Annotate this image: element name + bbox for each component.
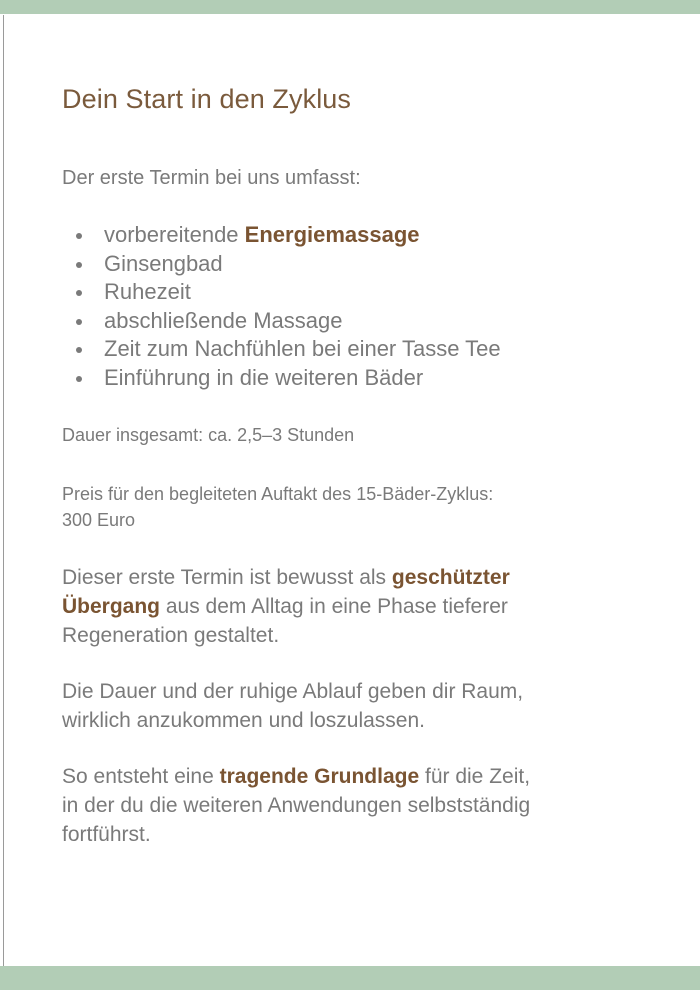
list-item	[74, 335, 501, 364]
list-item	[74, 250, 501, 279]
paragraph-text: Dieser erste Termin ist bewusst als	[62, 566, 392, 589]
bottom-band	[0, 966, 700, 990]
paragraph-arrival	[62, 677, 523, 735]
duration-text: Dauer insgesamt: ca. 2,5–3 Stunden	[62, 425, 355, 445]
highlight-text: tragende Grundlage	[219, 765, 420, 788]
list-item	[74, 307, 501, 336]
highlight-text: Übergang	[62, 595, 161, 618]
bullet-icon	[76, 347, 82, 353]
price-label: Preis für den begleiteten Auftakt des 15-Bäder-Zyklus:	[62, 484, 494, 504]
bullet-icon	[76, 319, 82, 325]
paragraph-text: Regeneration gestaltet.	[62, 624, 280, 647]
included-services-list	[74, 221, 501, 393]
highlight-text: geschützter	[391, 566, 510, 589]
list-item-text: Ruhezeit	[104, 279, 191, 305]
paragraph-foundation	[62, 762, 530, 849]
list-item-text: Einführung in die weiteren Bäder	[104, 364, 424, 390]
bullet-icon	[76, 290, 82, 296]
paragraph-text: für die Zeit,	[419, 765, 531, 788]
left-margin-rule	[3, 15, 4, 966]
price-value: 300 Euro	[62, 510, 136, 530]
paragraph-text: Die Dauer und der ruhige Ablauf geben dir Raum,	[62, 680, 524, 703]
paragraph-text: So entsteht eine	[62, 765, 220, 788]
intro-text: Der erste Termin bei uns umfasst:	[62, 167, 361, 189]
paragraph-text: aus dem Alltag in eine Phase tieferer	[160, 595, 508, 618]
list-item-text: vorbereitende	[104, 222, 245, 247]
paragraph-text: in der du die weiteren Anwendungen selbstständig	[62, 794, 531, 817]
bullet-icon	[76, 262, 82, 268]
list-item-text: abschließende Massage	[104, 307, 343, 333]
paragraph-text: fortführst.	[62, 823, 151, 846]
bullet-icon	[76, 376, 82, 382]
list-item	[74, 364, 501, 393]
list-item-highlight: Energiemassage	[244, 222, 420, 247]
bullet-icon	[76, 233, 82, 239]
list-item-text: Ginsengbad	[104, 250, 223, 276]
top-band	[0, 0, 700, 14]
paragraph-transition	[62, 563, 510, 650]
page-title: Dein Start in den Zyklus	[62, 84, 352, 114]
price-text	[62, 481, 493, 533]
paragraph-text: wirklich anzukommen und loszulassen.	[62, 709, 425, 732]
list-item-text: Zeit zum Nachfühlen bei einer Tasse Tee	[104, 336, 501, 362]
list-item	[74, 278, 501, 307]
list-item	[74, 221, 501, 250]
